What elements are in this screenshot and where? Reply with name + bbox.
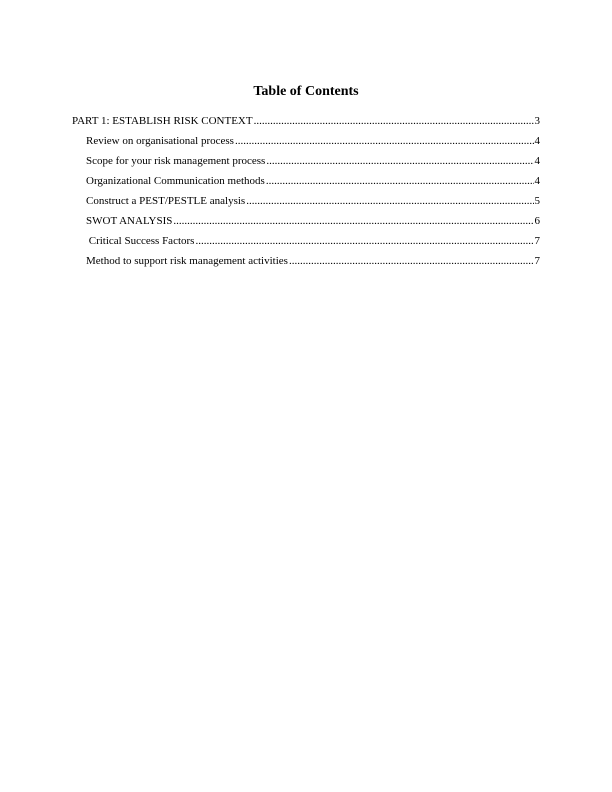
dot-leader <box>289 254 534 268</box>
toc-entry-swot-analysis[interactable] <box>72 214 540 234</box>
toc-entry-review-organisational-process[interactable] <box>72 134 540 154</box>
dot-leader <box>173 214 533 228</box>
toc-entry-pestle-analysis[interactable] <box>72 194 540 214</box>
toc-entry-page: 7 <box>534 255 540 267</box>
toc-entry-label: Review on organisational process <box>86 135 234 147</box>
dot-leader <box>195 234 533 248</box>
toc-entry-page: 7 <box>534 235 540 247</box>
toc-entry-page: 3 <box>534 115 540 127</box>
toc-entry-page: 4 <box>534 175 540 187</box>
toc-entry-communication-methods[interactable] <box>72 174 540 194</box>
toc-entry-label: SWOT ANALYSIS <box>86 215 173 227</box>
toc-list <box>72 114 540 274</box>
dot-leader <box>266 154 533 168</box>
toc-entry-label: Method to support risk management activities <box>86 255 288 267</box>
toc-entry-label: Organizational Communication methods <box>86 175 265 187</box>
toc-entry-page: 6 <box>534 215 540 227</box>
toc-entry-label: Construct a PEST/PESTLE analysis <box>86 195 246 207</box>
toc-entry-label: PART 1: ESTABLISH RISK CONTEXT <box>72 115 253 127</box>
toc-entry-scope-risk-management[interactable] <box>72 154 540 174</box>
toc-entry-label: Scope for your risk management process <box>86 155 266 167</box>
toc-entry-risk-management-activities[interactable] <box>72 254 540 274</box>
toc-entry-label: Critical Success Factors <box>86 235 195 247</box>
dot-leader <box>266 174 534 188</box>
toc-entry-page: 5 <box>534 195 540 207</box>
dot-leader <box>254 114 534 128</box>
dot-leader <box>235 134 534 148</box>
toc-entry-establish-risk-context[interactable] <box>72 114 540 134</box>
toc-entry-page: 4 <box>534 135 540 147</box>
dot-leader <box>246 194 533 208</box>
toc-entry-page: 4 <box>534 155 540 167</box>
toc-entry-critical-success-factors[interactable] <box>72 234 540 254</box>
toc-title: Table of Contents <box>253 84 359 99</box>
